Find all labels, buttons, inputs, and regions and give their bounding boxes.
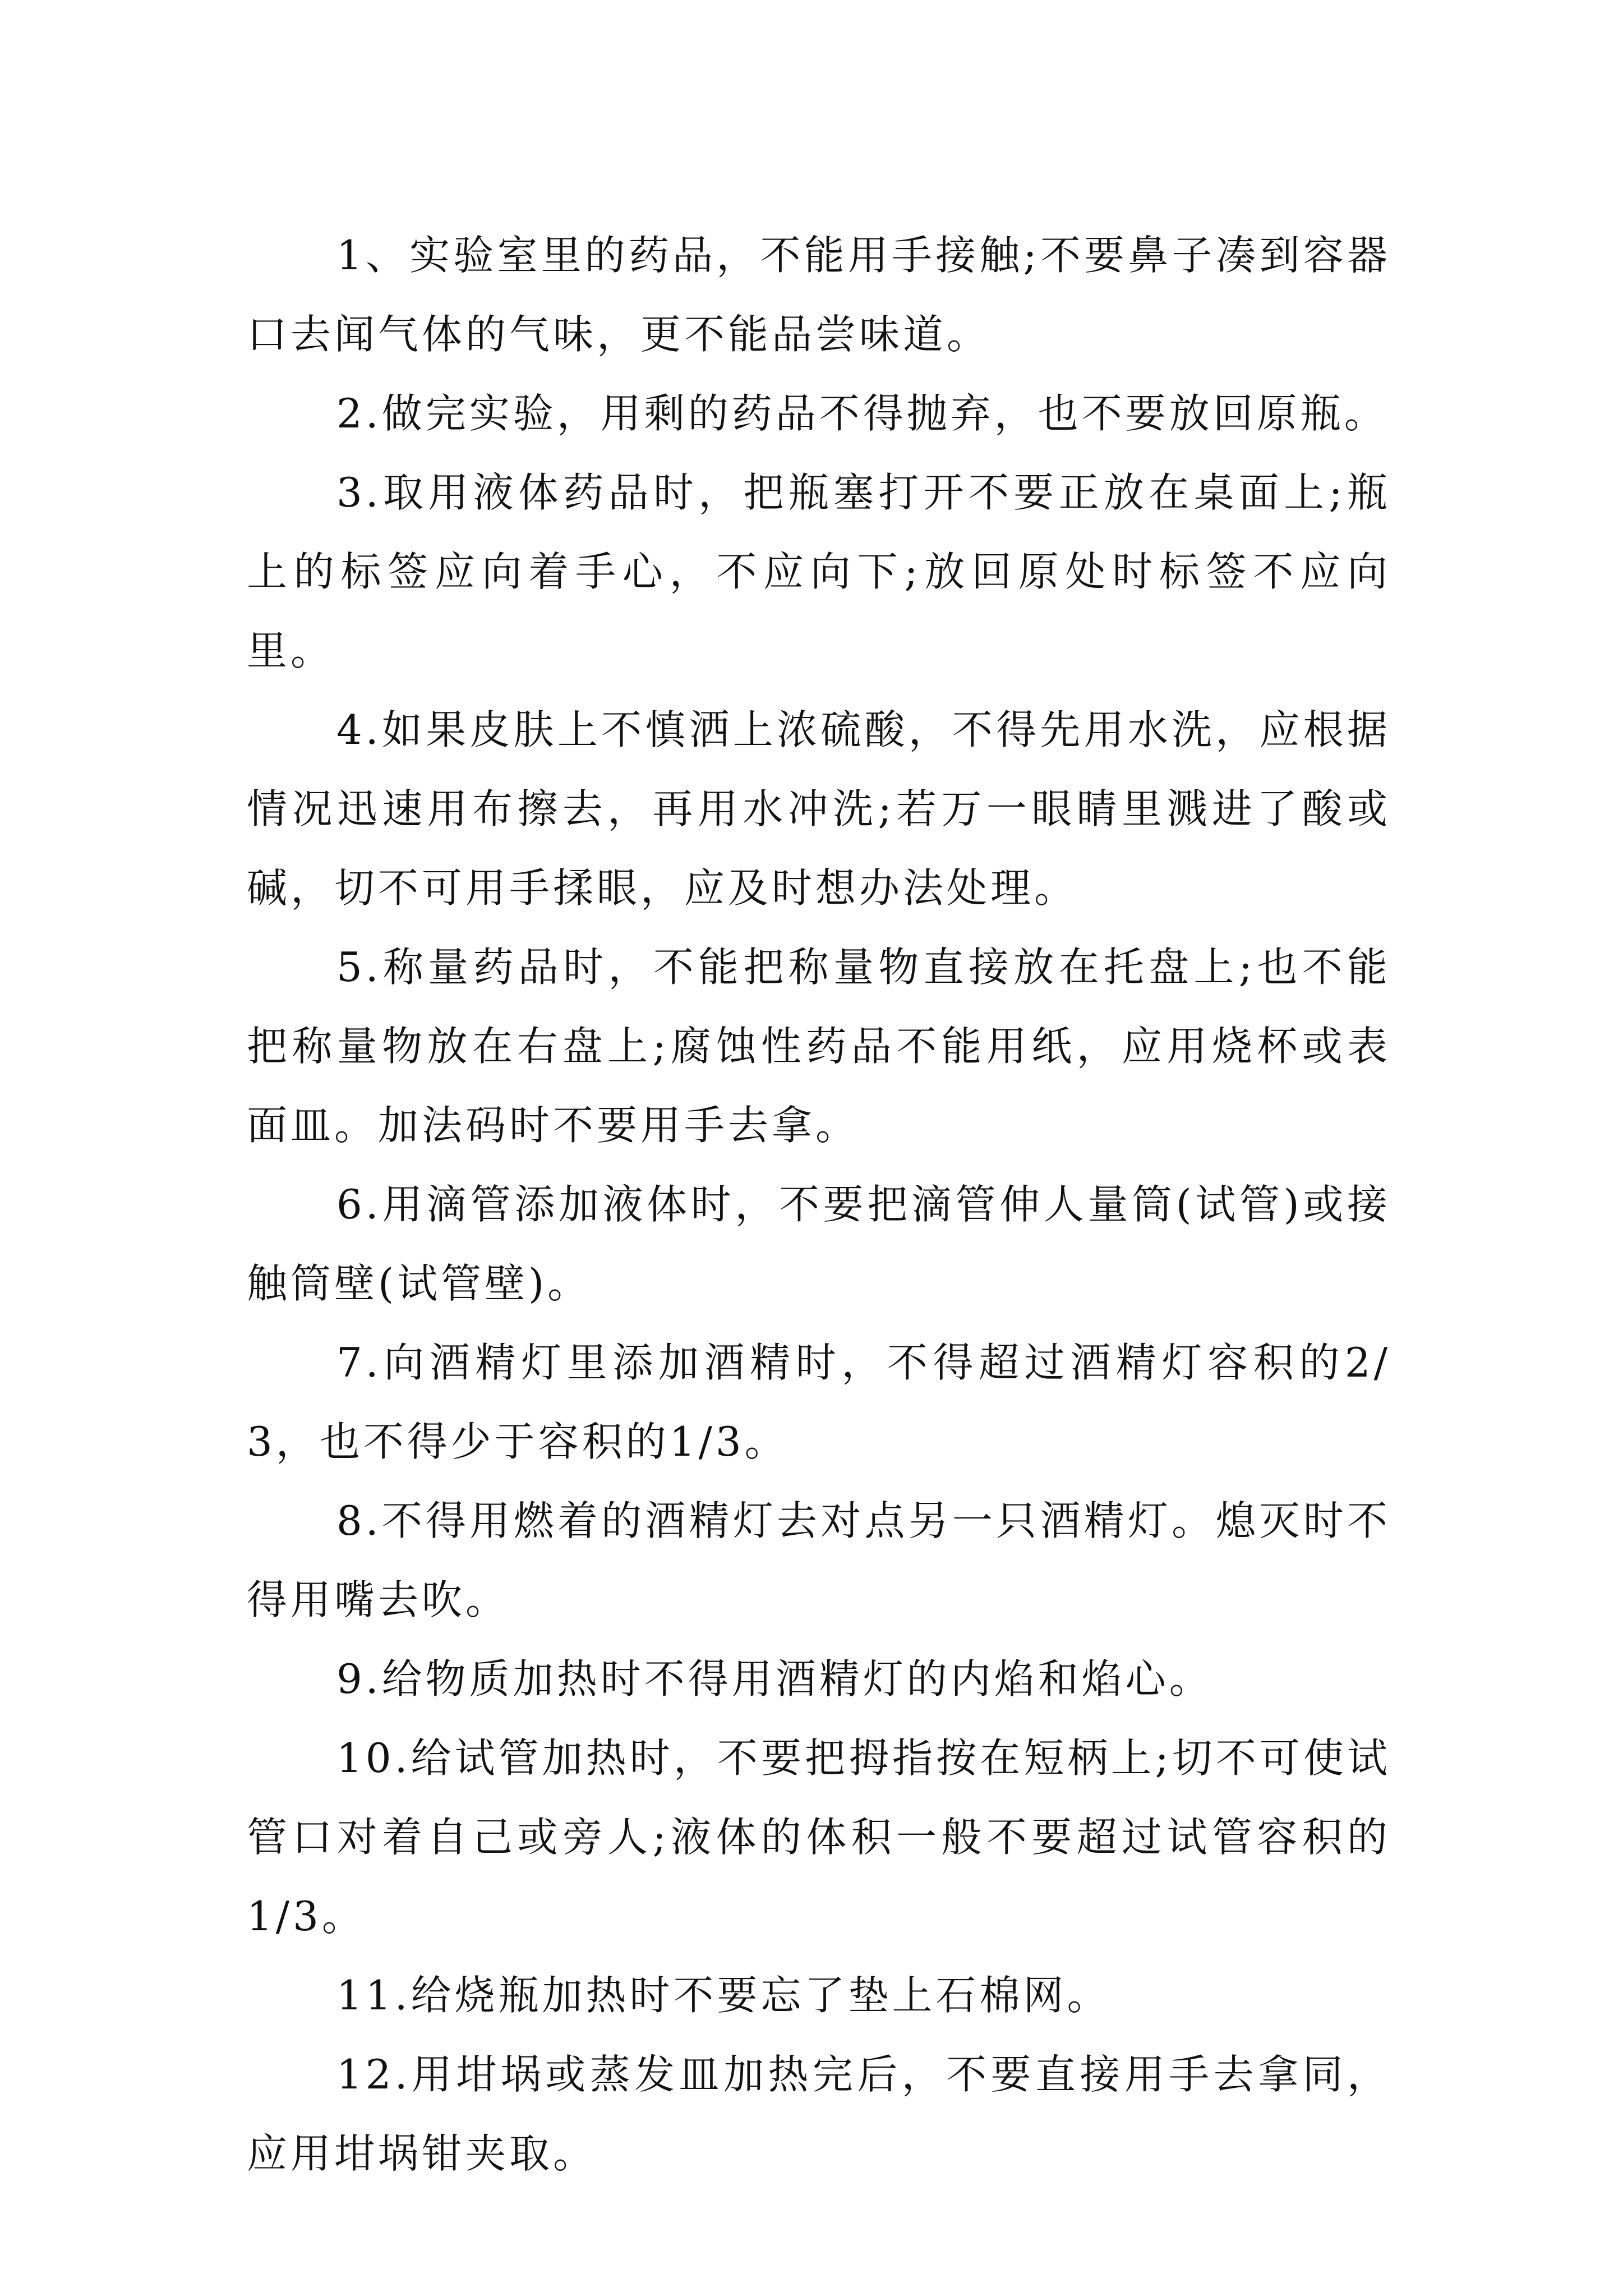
paragraph-9: 9.给物质加热时不得用酒精灯的内焰和焰心。 <box>336 1655 1213 1703</box>
paragraph-6: 6.用滴管添加液体时，不要把滴管伸人量筒(试管)或接触筒壁(试管壁)。 <box>247 1181 1391 1307</box>
paragraph-12: 12.用坩埚或蒸发皿加热完后，不要直接用手去拿同，应用坩埚钳夹取。 <box>247 2051 1391 2177</box>
paragraph-11: 11.给烧瓶加热时不要忘了垫上石棉网。 <box>336 1972 1111 2019</box>
paragraph-4: 4.如果皮肤上不慎洒上浓硫酸，不得先用水洗，应根据情况迅速用布擦去，再用水冲洗;若万一眼睛里溅进了酸或碱，切不可用手揉眼，应及时想办法处理。 <box>247 706 1391 912</box>
paragraph-10: 10.给试管加热时，不要把拇指按在短柄上;切不可使试管口对着自己或旁人;液体的体积一般不要超过试管容积的1/3。 <box>247 1734 1391 1940</box>
paragraph-7: 7.向酒精灯里添加酒精时，不得超过酒精灯容积的2/3，也不得少于容积的1/3。 <box>247 1339 1391 1465</box>
paragraph-3: 3.取用液体药品时，把瓶塞打开不要正放在桌面上;瓶上的标签应向着手心，不应向下;放回原处时标签不应向里。 <box>247 469 1391 674</box>
paragraph-5: 5.称量药品时，不能把称量物直接放在托盘上;也不能把称量物放在右盘上;腐蚀性药品不能用纸，应用烧杯或表面皿。加法码时不要用手去拿。 <box>247 944 1391 1149</box>
paragraph-8: 8.不得用燃着的酒精灯去对点另一只酒精灯。熄灭时不得用嘴去吹。 <box>247 1497 1391 1623</box>
paragraph-2: 2.做完实验，用剩的药品不得抛弃，也不要放回原瓶。 <box>336 390 1388 437</box>
paragraph-1: 1、实验室里的药品，不能用手接触;不要鼻子凑到容器口去闻气体的气味，更不能品尝味道。 <box>247 232 1391 358</box>
document-body <box>247 216 1391 2193</box>
